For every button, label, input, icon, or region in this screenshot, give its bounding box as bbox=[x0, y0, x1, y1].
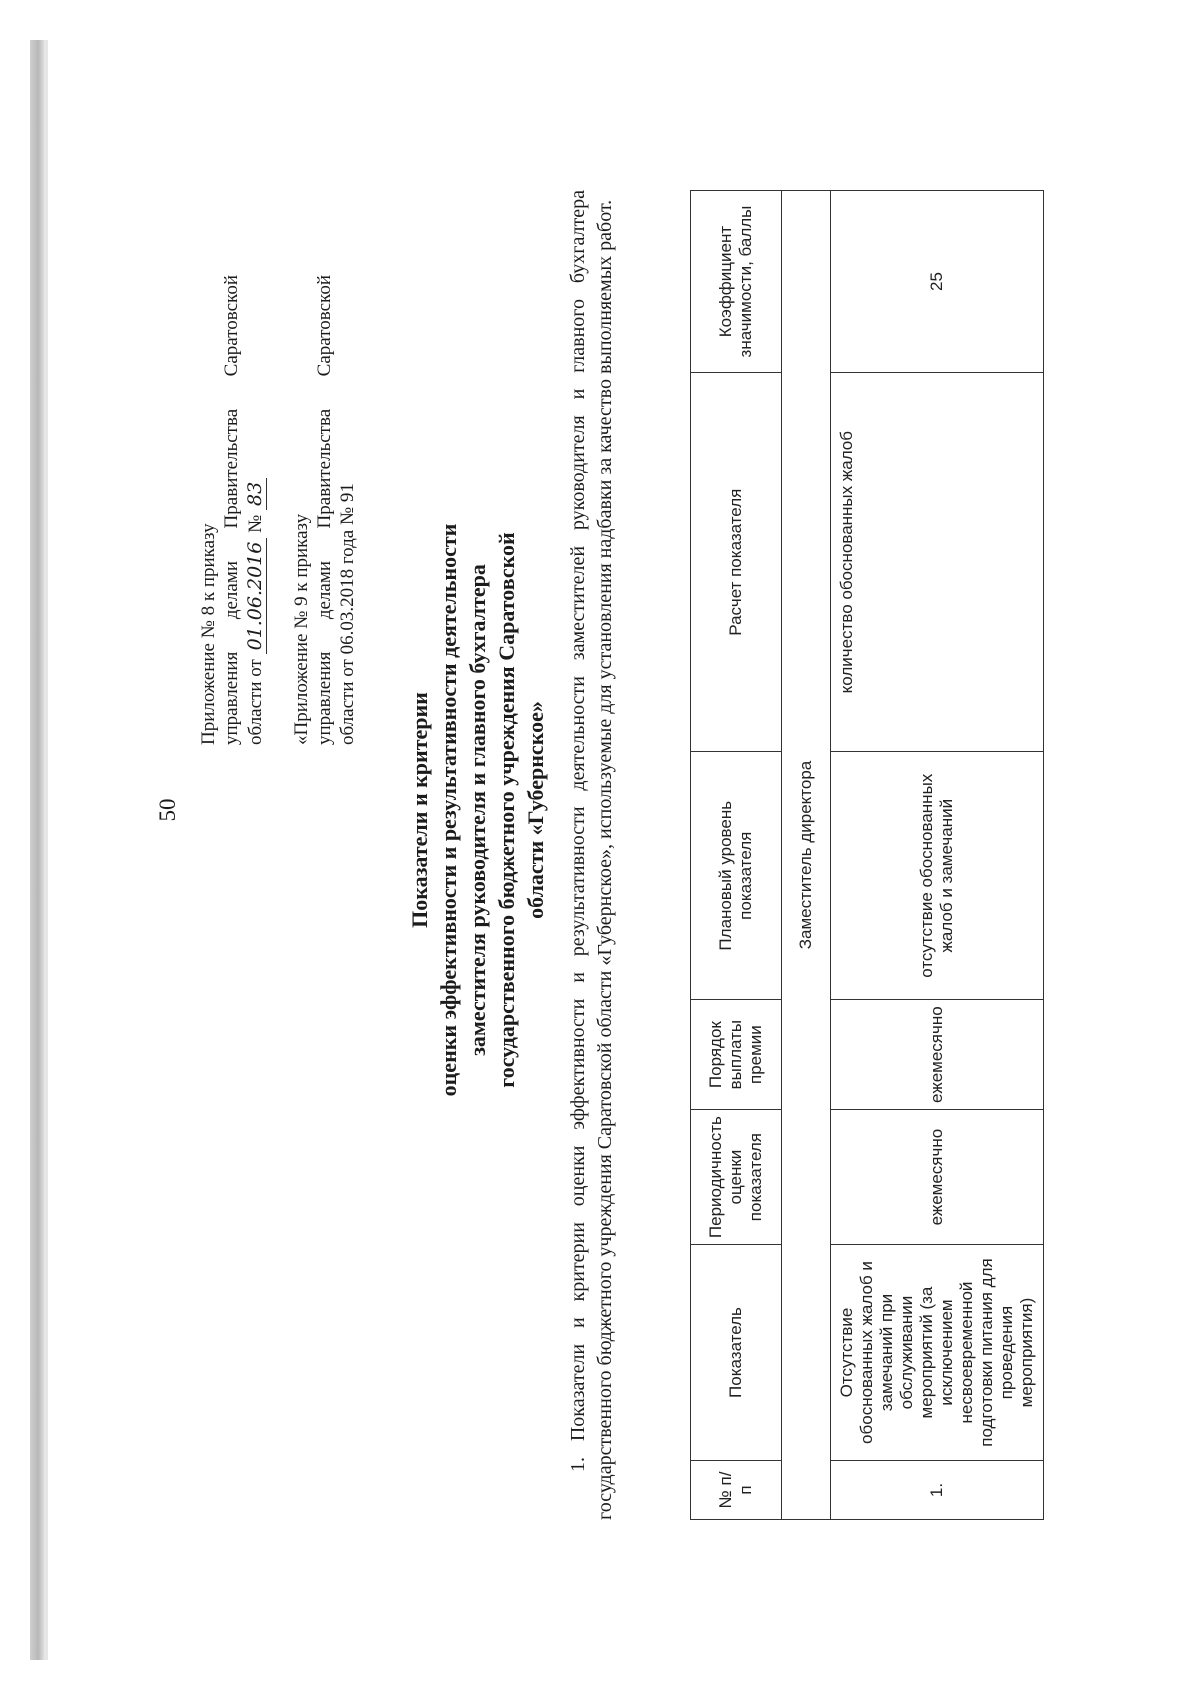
title-line: оценки эффективности и результативности деятельности bbox=[436, 523, 462, 1097]
page-number: 50 bbox=[155, 798, 180, 822]
handwritten-date: 01.06.2016 bbox=[244, 538, 267, 655]
header-cell: Показатель bbox=[691, 1245, 782, 1461]
annex-word: Саратовской bbox=[314, 275, 336, 377]
cell-coefficient: 25 bbox=[831, 191, 1044, 373]
header-cell: Плановый уровень показателя bbox=[691, 752, 782, 1000]
annex-line-5 bbox=[314, 275, 337, 745]
annex-line-2 bbox=[221, 275, 244, 745]
annex-word: Саратовской bbox=[220, 275, 242, 377]
annex-line-4: «Приложение № 9 к приказу bbox=[291, 513, 313, 745]
header-cell: Порядок выплаты премии bbox=[691, 1000, 782, 1110]
document-title bbox=[405, 280, 550, 1340]
annex-word: управления bbox=[220, 651, 242, 745]
annex-date-prefix: области от bbox=[244, 659, 266, 745]
rotated-page bbox=[0, 40, 1200, 1640]
annex-word: управления bbox=[314, 651, 336, 745]
cell-periodicity: ежемесячно bbox=[831, 1110, 1044, 1245]
cell-calculation: количество обоснованных жалоб bbox=[831, 373, 1044, 752]
title-line: Показатели и критерии bbox=[407, 692, 432, 928]
header-cell: Периодичность оценки показателя bbox=[691, 1110, 782, 1245]
section-label: Заместитель директора bbox=[782, 191, 831, 1520]
annex-header bbox=[198, 275, 360, 745]
table-header-row bbox=[691, 191, 782, 1520]
cell-number: 1. bbox=[831, 1460, 1044, 1519]
annex-line-1: Приложение № 8 к приказу bbox=[198, 523, 219, 745]
annex-word: делами bbox=[220, 560, 242, 620]
handwritten-number: 83 bbox=[244, 478, 267, 510]
annex-line-6: области от 06.03.2018 года № 91 bbox=[336, 483, 358, 745]
annex-word: Правительства bbox=[220, 408, 242, 529]
cell-payment-order: ежемесячно bbox=[831, 1000, 1044, 1110]
intro-text: 1. Показатели и критерии оценки эффективности и результативности деятельности заместителей руководителя и главного бухгалтера государственного бюджетного учреждения Саратовской области «Губернское», используемые для установления надбавки за качество выполняемых работ. bbox=[567, 190, 616, 1520]
header-cell: № п/п bbox=[691, 1460, 782, 1519]
cell-planned-level: отсутствие обоснованных жалоб и замечаний bbox=[831, 752, 1044, 1000]
title-line: области «Губернское» bbox=[523, 701, 549, 919]
header-cell: Расчет показателя bbox=[691, 373, 782, 752]
criteria-table bbox=[690, 190, 1044, 1520]
title-line: государственного бюджетного учреждения Саратовской bbox=[494, 532, 520, 1088]
intro-paragraph bbox=[565, 190, 619, 1520]
annex-word: делами bbox=[314, 560, 336, 620]
title-line: заместителя руководителя и главного бухгалтера bbox=[465, 564, 491, 1056]
cell-indicator: Отсутствие обоснованных жалоб и замечаний при обслуживании мероприятий (за исключением несвоевременной подготовки питания для проведения мероприятия) bbox=[831, 1245, 1044, 1461]
table-row bbox=[831, 191, 1044, 1520]
table-section-row bbox=[782, 191, 831, 1520]
annex-word: Правительства bbox=[314, 408, 336, 529]
header-cell: Коэффициент значимости, баллы bbox=[691, 191, 782, 373]
annex-number-label: № bbox=[244, 514, 266, 533]
annex-line-3 bbox=[244, 275, 268, 745]
